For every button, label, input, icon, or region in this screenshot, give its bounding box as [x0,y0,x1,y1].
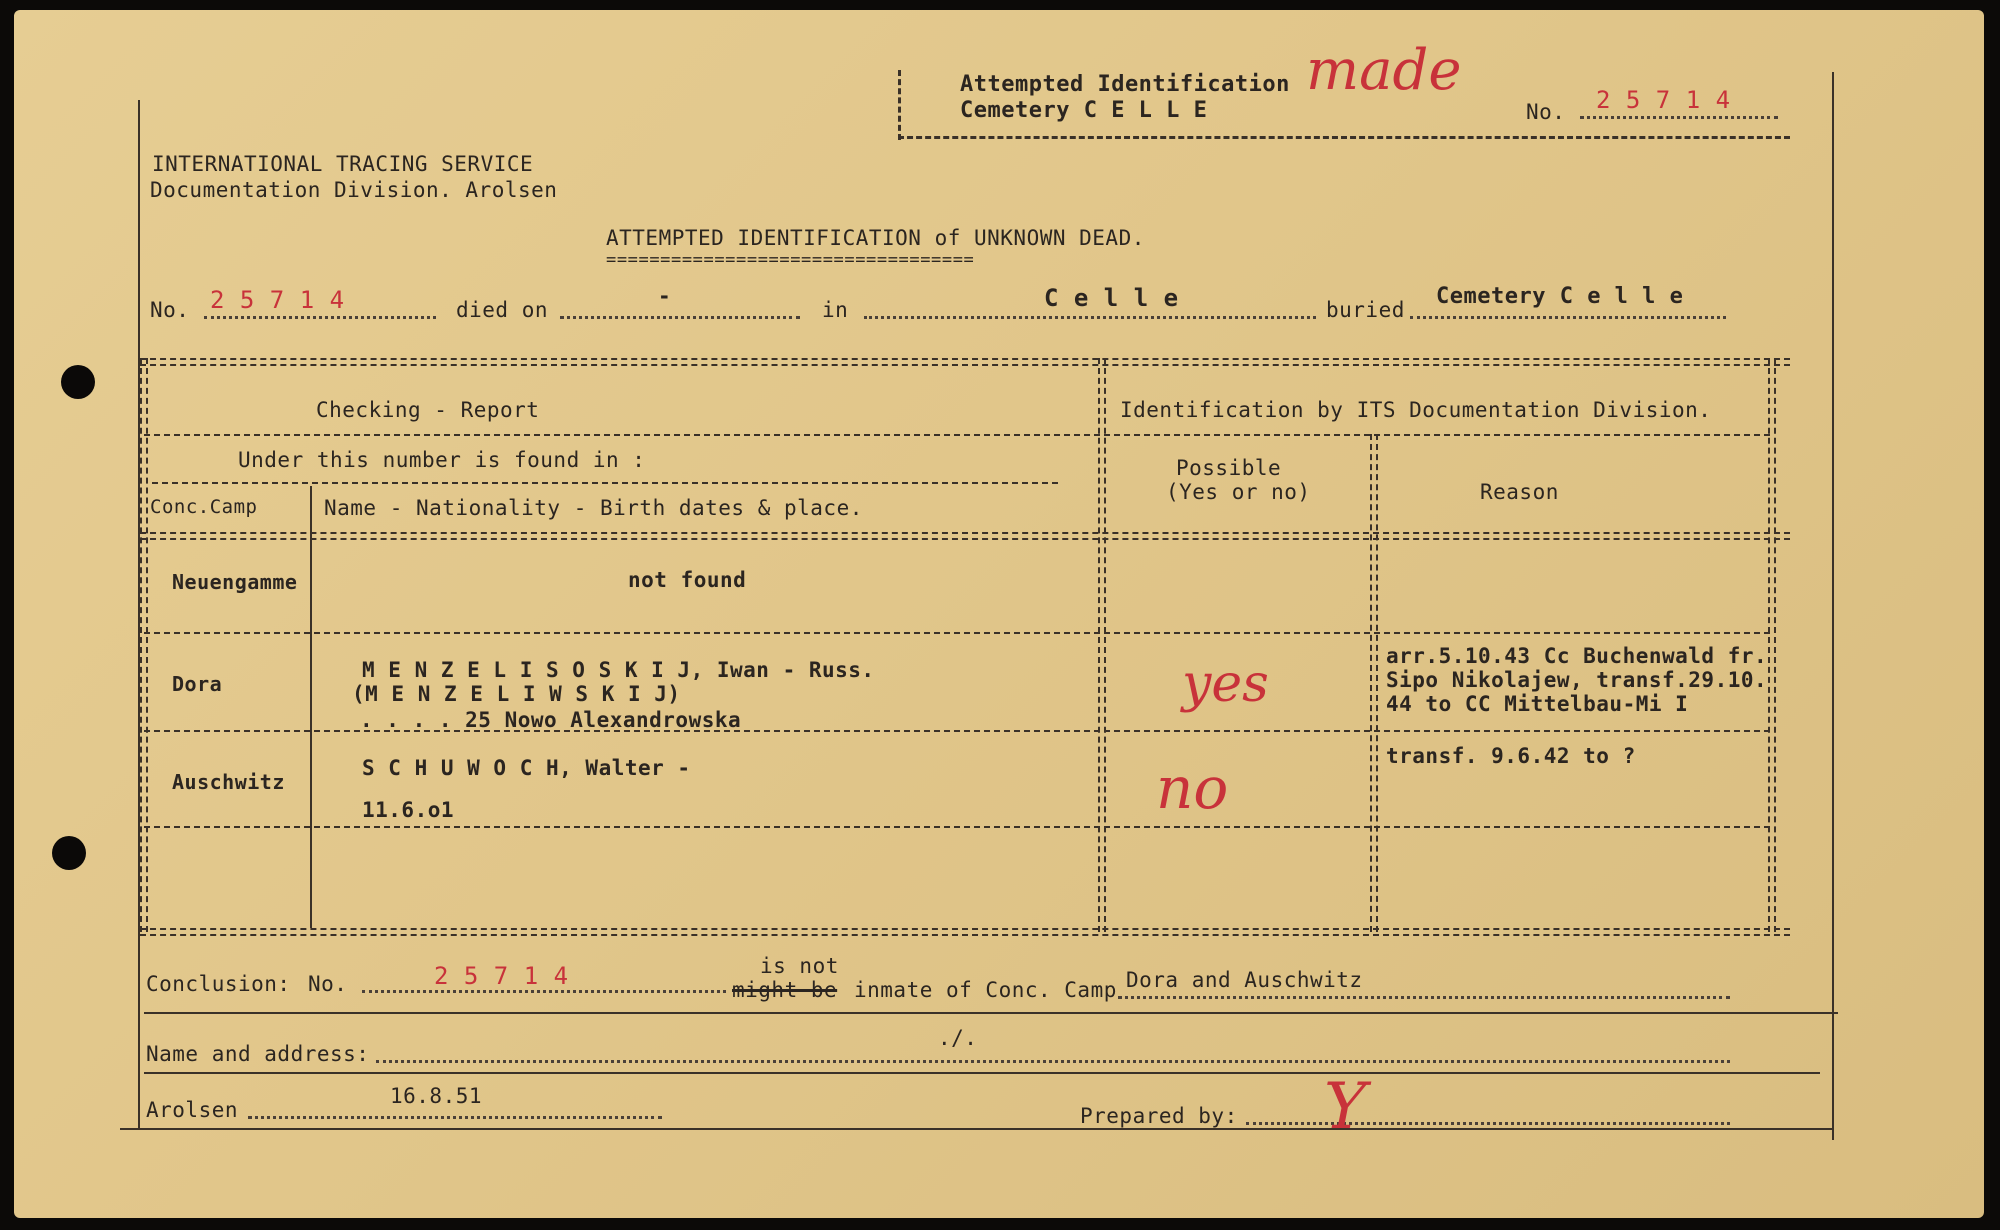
table-row-reason: transf. 9.6.42 to ? [1386,744,1636,768]
conclusion-inmate-of: inmate of Conc. Camp [854,978,1117,1002]
table-row-reason: arr.5.10.43 Cc Buchenwald fr. [1386,644,1768,668]
conclusion-no-value: 2 5 7 1 4 [434,962,569,990]
conclusion-no-label: No. [308,972,348,996]
table-row-camp: Dora [172,672,223,696]
col-conc-camp: Conc.Camp [150,496,258,518]
cemetery-label: Cemetery C E L L E [960,98,1208,123]
in-value: C e l l e [1044,284,1179,312]
checking-report-header: Checking - Report [316,398,540,422]
col-name-nationality: Name - Nationality - Birth dates & place. [324,496,863,520]
arolsen-label: Arolsen [146,1098,239,1122]
header-no-value: 2 5 7 1 4 [1596,86,1731,114]
document-card [14,10,1984,1218]
table-row-possible: yes [1182,654,1269,714]
table-row-birth: . . . . 25 Nowo Alexandrowska [360,708,742,732]
conclusion-is-not: is not [760,954,839,978]
died-on-value: - [658,284,672,308]
right-border [1832,72,1834,1140]
record-no-value: 2 5 7 1 4 [210,286,345,314]
identification-header: Identification by ITS Documentation Division. [1120,398,1712,422]
prepared-by-signature: Y [1324,1070,1367,1144]
org-division: Documentation Division. Arolsen [150,178,558,202]
table-row-reason: Sipo Nikolajew, transf.29.10. [1386,668,1768,692]
table-row-possible: no [1156,754,1229,822]
died-on-label: died on [456,298,549,322]
conclusion-might-be-struck: might be [732,978,838,1002]
header-no-label: No. [1526,100,1566,124]
table-row-camp: Neuengamme [172,570,298,594]
made-annotation: made [1306,38,1462,103]
in-label: in [822,298,849,322]
title-underline: ================================== [606,250,975,270]
conclusion-label: Conclusion: [146,972,291,996]
buried-value: Cemetery C e l l e [1436,284,1684,309]
table-row-alias: (M E N Z E L I W S K I J) [352,682,681,706]
name-address-value: ./. [938,1026,978,1050]
record-no-label: No. [150,298,190,322]
table-row-birth: 11.6.o1 [362,798,455,822]
attempted-label: Attempted Identification [960,72,1290,97]
col-reason: Reason [1480,480,1559,504]
table-row-name: M E N Z E L I S O S K I J, Iwan - Russ. [362,658,875,682]
arolsen-date: 16.8.51 [390,1084,483,1108]
punch-hole-bottom [52,836,86,870]
under-number-label: Under this number is found in : [238,448,646,472]
name-address-label: Name and address: [146,1042,370,1066]
table-row-name: S C H U W O C H, Walter - [362,756,691,780]
col-possible: Possible [1176,456,1282,480]
table-row-camp: Auschwitz [172,770,285,794]
document-title: ATTEMPTED IDENTIFICATION of UNKNOWN DEAD. [606,226,1145,250]
table-row-name: not found [628,568,747,592]
col-yes-or-no: (Yes or no) [1166,480,1311,504]
bottom-border [120,1128,1832,1130]
punch-hole-top [61,365,95,399]
conclusion-camps: Dora and Auschwitz [1126,968,1363,992]
prepared-by-label: Prepared by: [1080,1104,1238,1128]
org-name: INTERNATIONAL TRACING SERVICE [152,152,534,176]
table-row-reason: 44 to CC Mittelbau-Mi I [1386,692,1689,716]
buried-label: buried [1326,298,1405,322]
